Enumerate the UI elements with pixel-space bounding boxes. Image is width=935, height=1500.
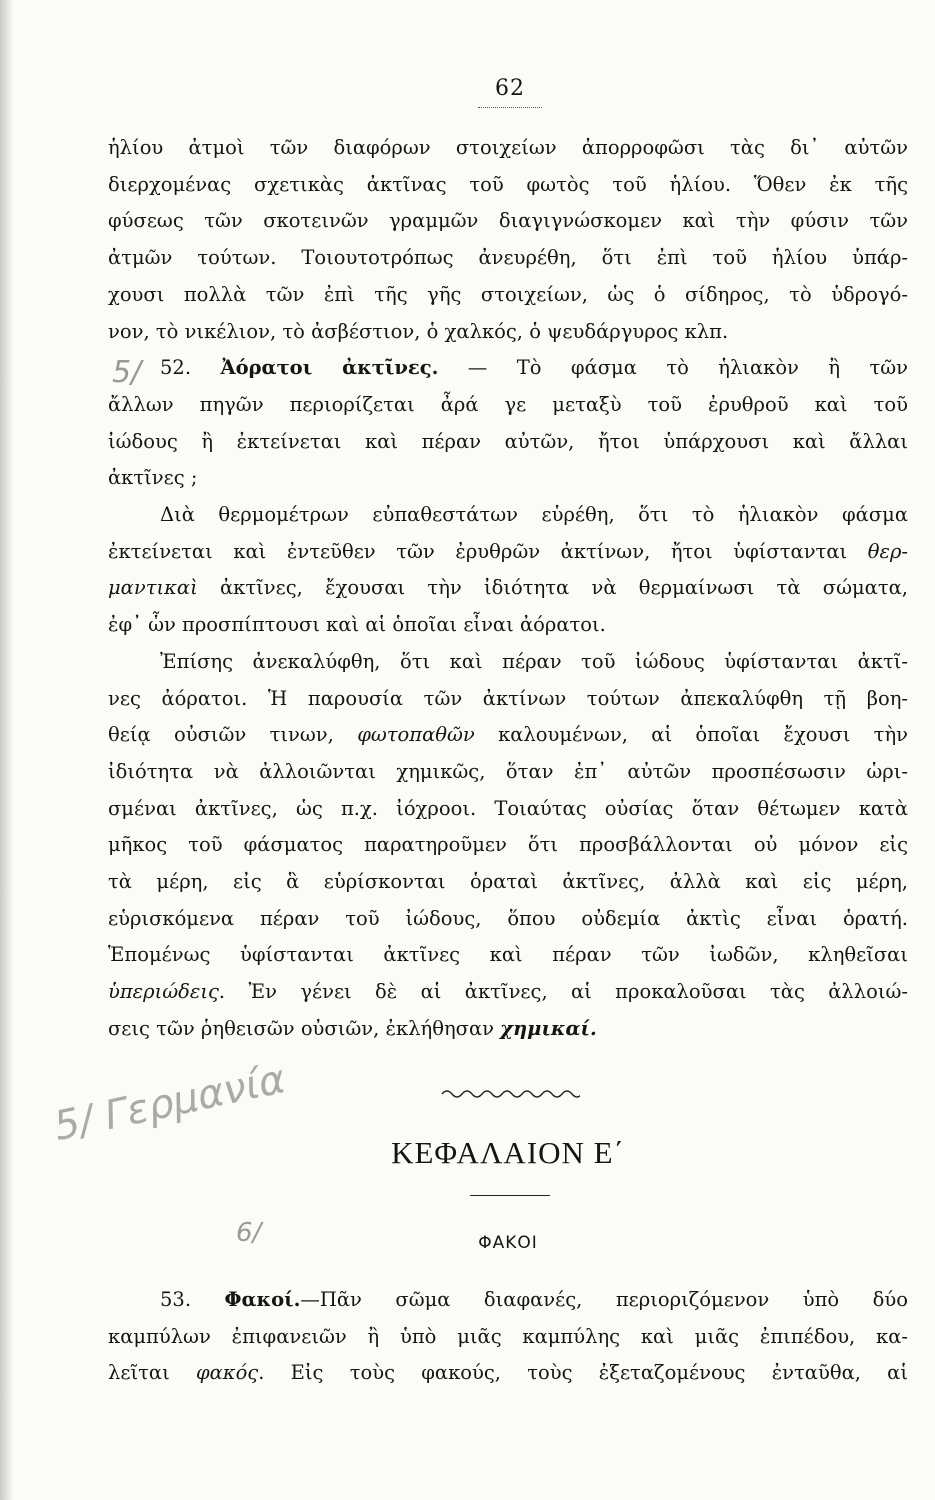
text-line — [108, 717, 908, 753]
text-run: λεῖται — [108, 1361, 196, 1385]
text-line — [108, 497, 908, 533]
text-line — [108, 1319, 908, 1355]
text-line — [108, 754, 908, 790]
text-run: ἀτμῶν τούτων. Τοιουτοτρόπως ἀνευρέθη, ὅτι ἐπὶ τοῦ ἡλίου ὑπάρ- — [108, 246, 908, 270]
text-line — [108, 167, 908, 203]
emphasized-term: ὑπεριώδεις — [108, 980, 219, 1004]
text-run: —Πᾶν σῶμα διαφανές, περιοριζόμενον ὑπὸ δύο — [300, 1288, 908, 1311]
text-run: — Τὸ φάσμα τὸ ἡλιακὸν ἢ τῶν — [438, 356, 908, 380]
text-line — [108, 277, 908, 313]
text-line — [108, 791, 908, 827]
text-run: . Εἰς τοὺς φακούς, τοὺς ἐξεταζομένους ἐνταῦθα, αἱ — [258, 1361, 908, 1385]
chapter-title: ΚΕΦΑΛΑΙΟΝ Ε΄ — [391, 1135, 625, 1170]
text-line — [108, 681, 908, 717]
text-line — [108, 534, 908, 570]
text-run: μῆκος τοῦ φάσματος παρατηροῦμεν ὅτι προσβάλλονται οὐ μόνον εἰς — [108, 833, 908, 857]
text-line — [108, 644, 908, 680]
text-run: φύσεως τῶν σκοτεινῶν γραμμῶν διαγιγνώσκομεν καὶ τὴν φύσιν τῶν — [108, 209, 908, 233]
text-run: σμέναι ἀκτῖνες, ὡς π.χ. ἰόχροοι. Τοιαύτας οὐσίας ὅταν θέτωμεν κατὰ — [108, 796, 908, 820]
text-line — [108, 1011, 908, 1047]
page-number-rule — [478, 107, 542, 108]
text-run: ἐκτείνεται καὶ ἐντεῦθεν τῶν ἐρυθρῶν ἀκτίνων, ἤτοι ὑφίστανται — [108, 539, 868, 563]
text-line — [108, 387, 908, 423]
text-line — [108, 203, 908, 239]
text-run: ἄλλων πηγῶν περιορίζεται ἆρά γε μεταξὺ τοῦ ἐρυθροῦ καὶ τοῦ — [108, 392, 908, 416]
emphasized-term: φακός — [195, 1361, 259, 1385]
text-run: 52. — [160, 356, 221, 380]
text-line — [108, 424, 908, 460]
text-run: ἀκτῖνες, ἔχουσαι τὴν ἰδιότητα νὰ θερμαίνωσι τὰ σώματα, — [197, 576, 908, 600]
text-line — [108, 1282, 908, 1318]
emphasized-term: φωτοπαθῶν — [357, 723, 475, 747]
page-number: 62 — [495, 76, 525, 101]
text-run: νον, τὸ νικέλιον, τὸ ἀσβέστιον, ὁ χαλκός, ὁ ψευδάργυρος κλπ. — [108, 319, 729, 343]
text-line — [108, 827, 908, 863]
section-divider-ornament — [440, 1085, 580, 1103]
text-run: νες ἀόρατοι. Ἡ παρουσία τῶν ἀκτίνων τούτων ἀπεκαλύφθη τῇ βοη- — [108, 686, 908, 710]
text-run: . Ἐν γένει δὲ αἱ ἀκτῖνες, αἱ προκαλοῦσαι τὰς ἀλλοιώ- — [218, 980, 908, 1004]
text-run: ἀκτῖνες ; — [108, 466, 198, 490]
text-run: ἰώδους ἢ ἐκτείνεται καὶ πέραν αὐτῶν, ἤτοι ὑπάρχουσι καὶ ἄλλαι — [108, 429, 908, 453]
text-run: καλουμένων, αἱ ὁποῖαι ἔχουσι τὴν — [474, 723, 908, 747]
text-line — [108, 901, 908, 937]
text-run: 53. — [160, 1288, 225, 1311]
text-line — [108, 864, 908, 900]
chapter-rule — [470, 1195, 550, 1196]
section-heading: Φακοί. — [224, 1288, 301, 1311]
text-line — [108, 460, 908, 496]
text-run: εὑρισκόμενα πέραν τοῦ ἰώδους, ὅπου οὐδεμία ἀκτὶς εἶναι ὁρατή. — [108, 906, 908, 930]
text-line — [108, 937, 908, 973]
text-run: ἐφ᾽ ὧν προσπίπτουσι καὶ αἱ ὁποῖαι εἶναι ἀόρατοι. — [108, 613, 606, 637]
text-line — [108, 314, 908, 350]
book-page — [108, 70, 908, 1470]
text-run: ἡλίου ἀτμοὶ τῶν διαφόρων στοιχείων ἀπορροφῶσι τὰς δι᾽ αὐτῶν — [108, 136, 908, 159]
margin-note: 5/ — [112, 355, 142, 390]
text-line — [108, 570, 908, 606]
text-line — [108, 974, 908, 1010]
text-line — [108, 350, 908, 386]
text-run: τὰ μέρη, εἰς ἃ εὑρίσκονται ὁραταὶ ἀκτῖνες, ἀλλὰ καὶ εἰς μέρη, — [108, 870, 908, 893]
text-line — [108, 240, 908, 276]
section-heading: Ἀόρατοι ἀκτῖνες. — [220, 356, 439, 380]
text-run: διερχομένας σχετικὰς ἀκτῖνας τοῦ φωτὸς τοῦ ἡλίου. Ὅθεν ἐκ τῆς — [108, 172, 908, 196]
emphasized-term: θερ- — [867, 539, 908, 563]
text-run: σεις τῶν ῥηθεισῶν οὐσιῶν, ἐκλήθησαν — [108, 1016, 501, 1040]
text-run: Ἑπομένως ὑφίστανται ἀκτῖνες καὶ πέραν τῶν ἰωδῶν, κληθεῖσαι — [108, 943, 908, 967]
text-run: καμπύλων ἐπιφανειῶν ἢ ὑπὸ μιᾶς καμπύλης καὶ μιᾶς ἐπιπέδου, κα- — [108, 1324, 908, 1348]
margin-note-small: 6/ — [236, 1218, 262, 1248]
emphasized-term: μαντικαὶ — [108, 576, 198, 600]
text-line — [108, 1355, 908, 1391]
text-run: ἰδιότητα νὰ ἀλλοιῶνται χημικῶς, ὅταν ἐπ᾽ αὐτῶν προσπέσωσιν ὡρι- — [108, 759, 908, 783]
text-line — [108, 607, 908, 643]
emphasized-term: χημικαί. — [500, 1016, 597, 1040]
text-line — [108, 130, 908, 166]
text-run: θείᾳ οὐσιῶν τινων, — [108, 723, 358, 747]
text-run: χουσι πολλὰ τῶν ἐπὶ τῆς γῆς στοιχείων, ὡς ὁ σίδηρος, τὸ ὑδρογό- — [108, 282, 908, 306]
text-run: Διὰ θερμομέτρων εὐπαθεστάτων εὑρέθη, ὅτι τὸ ἡλιακὸν φάσμα — [160, 503, 908, 526]
margin-note-pencil: 5/ Γερμανία — [50, 1056, 290, 1150]
section-title: ΦΑΚΟΙ — [478, 1233, 538, 1253]
page-edge-shadow — [0, 0, 14, 1500]
text-run: Ἐπίσης ἀνεκαλύφθη, ὅτι καὶ πέραν τοῦ ἰώδους ὑφίστανται ἀκτῖ- — [160, 649, 908, 673]
